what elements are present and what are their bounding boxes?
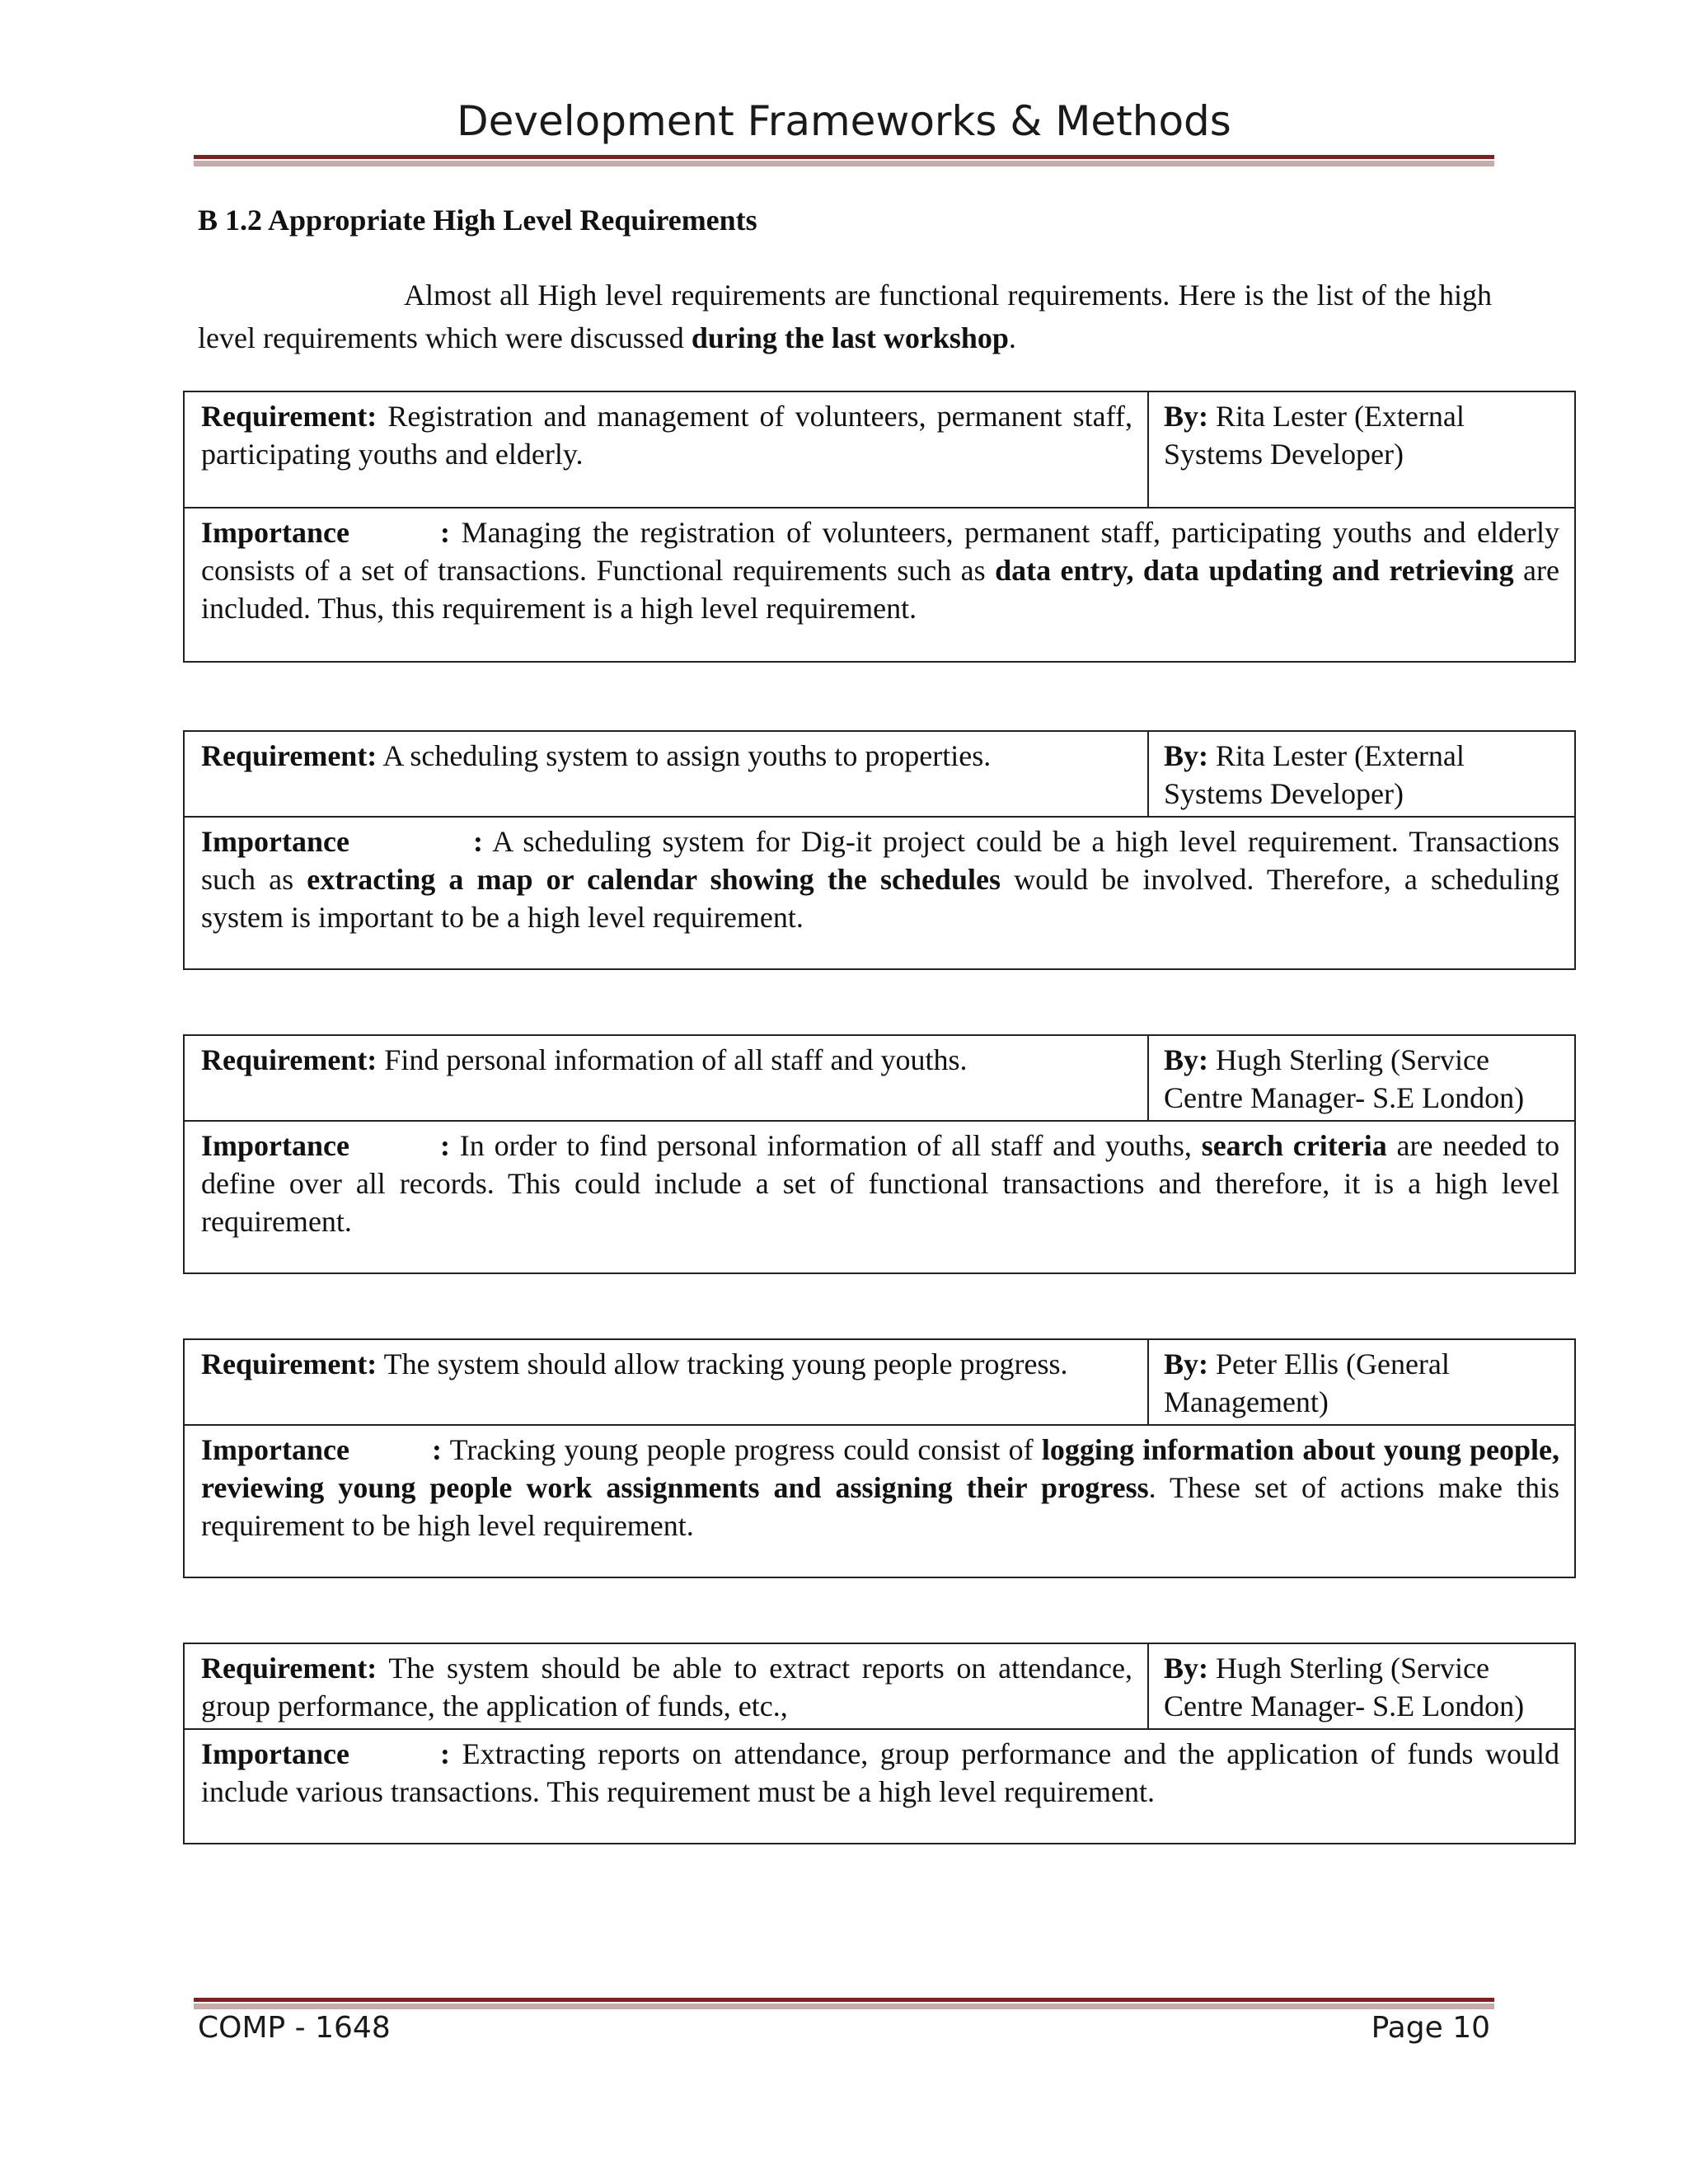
importance-text-end: would be involved. Therefore, a scheduling system is important to be a high level requirement.	[201, 863, 1559, 934]
importance-bold: data entry, data updating and retrieving	[995, 554, 1514, 587]
by-cell	[1148, 1035, 1575, 1121]
requirement-text: The system should allow tracking young people progress.	[383, 1347, 1068, 1380]
importance-bold: search criteria	[1201, 1129, 1387, 1162]
by-label: By:	[1164, 400, 1208, 433]
requirement-label: Requirement:	[201, 1043, 377, 1076]
importance-cell	[184, 1121, 1575, 1273]
requirement-cell	[184, 731, 1148, 817]
section-heading: B 1.2 Appropriate High Level Requirements	[198, 204, 757, 237]
requirement-table-4	[183, 1338, 1576, 1578]
by-label: By:	[1164, 1043, 1208, 1076]
footer-rule	[194, 1998, 1494, 2002]
requirement-text: The system should be able to extract reports on attendance, group performance, the application of funds, etc.,	[201, 1652, 1132, 1722]
importance-text-end: . These set of actions make this requirement to be high level requirement.	[201, 1471, 1560, 1542]
requirement-table-2	[183, 730, 1576, 970]
footer-course-code: COMP - 1648	[198, 2011, 391, 2045]
importance-bold: extracting a map or calendar showing the schedules	[307, 863, 1001, 896]
page-header-title: Development Frameworks & Methods	[457, 97, 1231, 145]
importance-text: A scheduling system for Dig-it project could be a high level requirement. Transactions such as	[201, 825, 1559, 896]
requirement-label: Requirement:	[201, 1652, 377, 1685]
importance-text: Extracting reports on attendance, group performance and the application of funds would include various transactions. This requirement must be a high level requirement.	[201, 1737, 1560, 1808]
importance-colon: :	[440, 1129, 450, 1162]
intro-text: Almost all High level requirements are functional requirements. Here is the list of the high level requirements which were discussed	[198, 279, 1492, 354]
requirement-text: Registration and management of volunteers, permanent staff, participating youths and elderly.	[201, 400, 1132, 471]
importance-text-end: are included. Thus, this requirement is a high level requirement.	[201, 554, 1559, 625]
requirement-table-5	[183, 1643, 1576, 1844]
by-label: By:	[1164, 1652, 1208, 1685]
by-cell	[1148, 1643, 1575, 1729]
by-text: Hugh Sterling (Service Centre Manager- S.E London)	[1164, 1043, 1525, 1114]
requirement-label: Requirement:	[201, 400, 377, 433]
requirement-label: Requirement:	[201, 739, 377, 772]
by-text: Rita Lester (External Systems Developer)	[1164, 400, 1465, 471]
by-text: Hugh Sterling (Service Centre Manager- S.E London)	[1164, 1652, 1525, 1722]
by-text: Rita Lester (External Systems Developer)	[1164, 739, 1465, 810]
importance-colon: :	[440, 1737, 450, 1770]
requirement-table-1	[183, 391, 1576, 663]
by-text: Peter Ellis (General Management)	[1164, 1347, 1450, 1418]
importance-colon: :	[440, 516, 450, 549]
requirement-cell	[184, 1643, 1148, 1729]
importance-label: Importance	[201, 1737, 349, 1770]
requirement-text: Find personal information of all staff and youths.	[384, 1043, 968, 1076]
importance-label: Importance	[201, 1129, 349, 1162]
importance-cell	[184, 508, 1575, 662]
intro-paragraph	[198, 274, 1492, 359]
requirement-cell	[184, 391, 1148, 508]
requirement-cell	[184, 1035, 1148, 1121]
requirement-table-3	[183, 1034, 1576, 1274]
importance-text: In order to find personal information of all staff and youths,	[459, 1129, 1202, 1162]
header-rule	[194, 155, 1494, 159]
importance-text-end: are needed to define over all records. This could include a set of functional transactions and therefore, it is a high level requirement.	[201, 1129, 1559, 1238]
importance-label: Importance	[201, 516, 349, 549]
importance-cell	[184, 1729, 1575, 1844]
header-rule-shadow	[194, 161, 1494, 166]
intro-end: .	[1008, 321, 1016, 354]
footer-rule-shadow	[194, 2004, 1494, 2009]
importance-label: Importance	[201, 1433, 349, 1466]
intro-bold: during the last workshop	[691, 321, 1009, 354]
requirement-text: A scheduling system to assign youths to properties.	[382, 739, 992, 772]
importance-cell	[184, 817, 1575, 969]
footer-page-number: Page 10	[1371, 2011, 1490, 2045]
importance-text: Managing the registration of volunteers, permanent staff, participating youths and elderly consists of a set of transactions. Functional requirements such as	[201, 516, 1560, 587]
requirement-label: Requirement:	[201, 1347, 377, 1380]
by-label: By:	[1164, 1347, 1208, 1380]
by-cell	[1148, 731, 1575, 817]
by-cell	[1148, 1339, 1575, 1425]
importance-cell	[184, 1425, 1575, 1577]
importance-colon: :	[473, 825, 483, 858]
importance-label: Importance	[201, 825, 349, 858]
by-cell	[1148, 391, 1575, 508]
by-label: By:	[1164, 739, 1208, 772]
importance-bold: logging information about young people, reviewing young people work assignments and assigning their progress	[201, 1433, 1560, 1504]
requirement-cell	[184, 1339, 1148, 1425]
importance-colon: :	[432, 1433, 442, 1466]
importance-text: Tracking young people progress could consist of	[449, 1433, 1042, 1466]
